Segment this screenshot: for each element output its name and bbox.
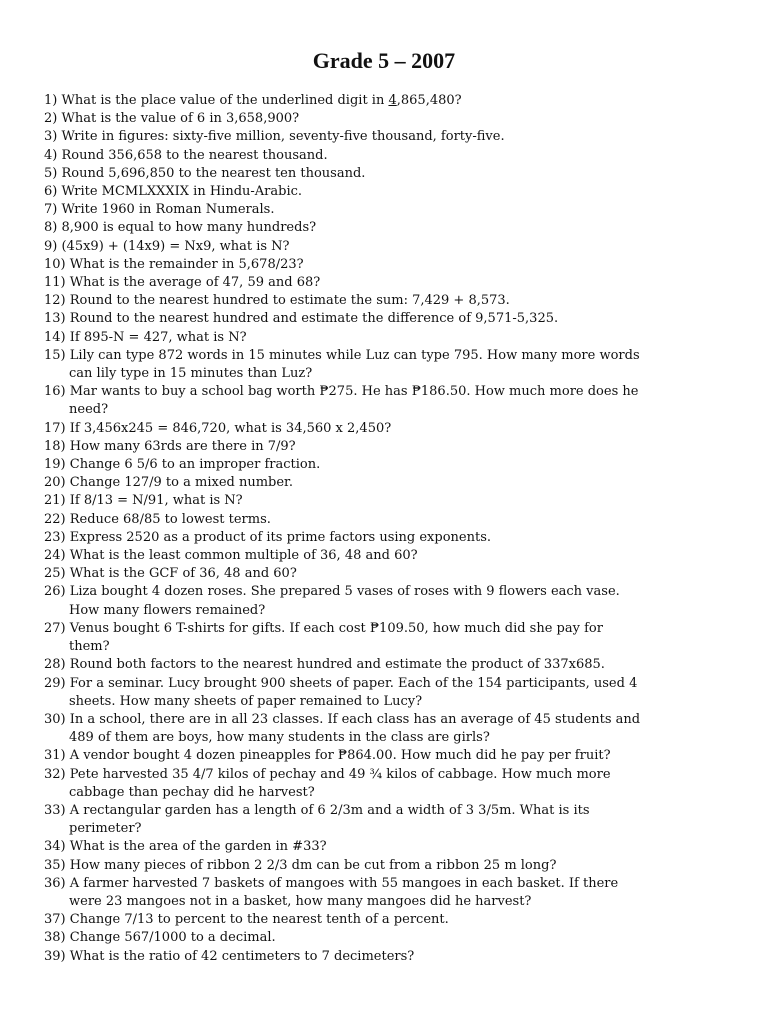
question-23: 23) Express 2520 as a product of its prime factors using exponents. <box>44 529 492 545</box>
question-20: 20) Change 127/9 to a mixed number. <box>44 475 293 491</box>
question-27: 27) Venus bought 6 T-shirts for gifts. If each cost ₱109.50, how much did she pay for <box>44 620 603 636</box>
question-9: 9) (45x9) + (14x9) = Nx9, what is N? <box>44 238 290 254</box>
question-12: 12) Round to the nearest hundred to estimate the sum: 7,429 + 8,573. <box>44 293 510 309</box>
question-33-continued: perimeter? <box>69 821 142 837</box>
question-17: 17) If 3,456x245 = 846,720, what is 34,560 x 2,450? <box>44 420 392 436</box>
question-11: 11) What is the average of 47, 59 and 68? <box>44 275 321 291</box>
question-19: 19) Change 6 5/6 to an improper fraction. <box>44 457 321 473</box>
question-10: 10) What is the remainder in 5,678/23? <box>44 256 304 272</box>
question-15-continued: can lily type in 15 minutes than Luz? <box>69 366 313 382</box>
question-32: 32) Pete harvested 35 4/7 kilos of pechay and 49 ¾ kilos of cabbage. How much more <box>44 766 611 782</box>
question-29-continued: sheets. How many sheets of paper remained to Lucy? <box>69 693 423 709</box>
question-5: 5) Round 5,696,850 to the nearest ten thousand. <box>44 165 366 181</box>
page-title: Grade 5 – 2007 <box>312 48 456 73</box>
question-15: 15) Lily can type 872 words in 15 minutes while Luz can type 795. How many more words <box>44 347 640 363</box>
question-14: 14) If 895-N = 427, what is N? <box>44 329 247 345</box>
question-8: 8) 8,900 is equal to how many hundreds? <box>44 220 317 236</box>
question-7: 7) Write 1960 in Roman Numerals. <box>44 202 275 218</box>
question-35: 35) How many pieces of ribbon 2 2/3 dm can be cut from a ribbon 25 m long? <box>44 857 557 873</box>
question-26-continued: How many flowers remained? <box>69 602 266 618</box>
question-list <box>44 92 734 966</box>
question-3: 3) Write in figures: sixty-five million, seventy-five thousand, forty-five. <box>44 129 505 145</box>
question-18: 18) How many 63rds are there in 7/9? <box>44 438 296 454</box>
question-6: 6) Write MCMLXXXIX in Hindu-Arabic. <box>44 184 303 200</box>
question-1-suffix: ,865,480? <box>396 93 462 108</box>
question-39: 39) What is the ratio of 42 centimeters to 7 decimeters? <box>44 948 415 964</box>
question-25: 25) What is the GCF of 36, 48 and 60? <box>44 566 297 582</box>
question-26: 26) Liza bought 4 dozen roses. She prepared 5 vases of roses with 9 flowers each vase. <box>44 584 620 600</box>
question-4: 4) Round 356,658 to the nearest thousand. <box>44 147 328 163</box>
question-13: 13) Round to the nearest hundred and estimate the difference of 9,571-5,325. <box>44 311 559 327</box>
question-24: 24) What is the least common multiple of 36, 48 and 60? <box>44 548 418 564</box>
question-16-continued: need? <box>69 402 109 418</box>
question-33: 33) A rectangular garden has a length of 6 2/3m and a width of 3 3/5m. What is its <box>44 802 590 818</box>
question-16: 16) Mar wants to buy a school bag worth ₱275. He has ₱186.50. How much more does he <box>44 384 639 400</box>
question-37: 37) Change 7/13 to percent to the nearest tenth of a percent. <box>44 912 449 928</box>
question-2: 2) What is the value of 6 in 3,658,900? <box>44 111 300 127</box>
question-38: 38) Change 567/1000 to a decimal. <box>44 930 276 946</box>
question-22: 22) Reduce 68/85 to lowest terms. <box>44 511 271 527</box>
question-1-prefix: 1) What is the place value of the underlined digit in <box>44 93 389 108</box>
question-36-continued: were 23 mangoes not in a basket, how many mangoes did he harvest? <box>69 893 532 909</box>
question-21: 21) If 8/13 = N/91, what is N? <box>44 493 243 509</box>
question-36: 36) A farmer harvested 7 baskets of mangoes with 55 mangoes in each basket. If there <box>44 875 619 891</box>
question-27-continued: them? <box>69 639 110 655</box>
question-1 <box>44 92 734 110</box>
question-30: 30) In a school, there are in all 23 classes. If each class has an average of 45 students and <box>44 711 641 727</box>
underlined-digit: 4 <box>388 93 397 108</box>
question-31: 31) A vendor bought 4 dozen pineapples for ₱864.00. How much did he pay per fruit? <box>44 748 611 764</box>
question-29: 29) For a seminar. Lucy brought 900 sheets of paper. Each of the 154 participants, used 4 <box>44 675 638 691</box>
question-32-continued: cabbage than pechay did he harvest? <box>69 784 315 800</box>
question-34: 34) What is the area of the garden in #33? <box>44 839 327 855</box>
question-28: 28) Round both factors to the nearest hundred and estimate the product of 337x685. <box>44 657 605 673</box>
question-30-continued: 489 of them are boys, how many students in the class are girls? <box>69 730 490 746</box>
